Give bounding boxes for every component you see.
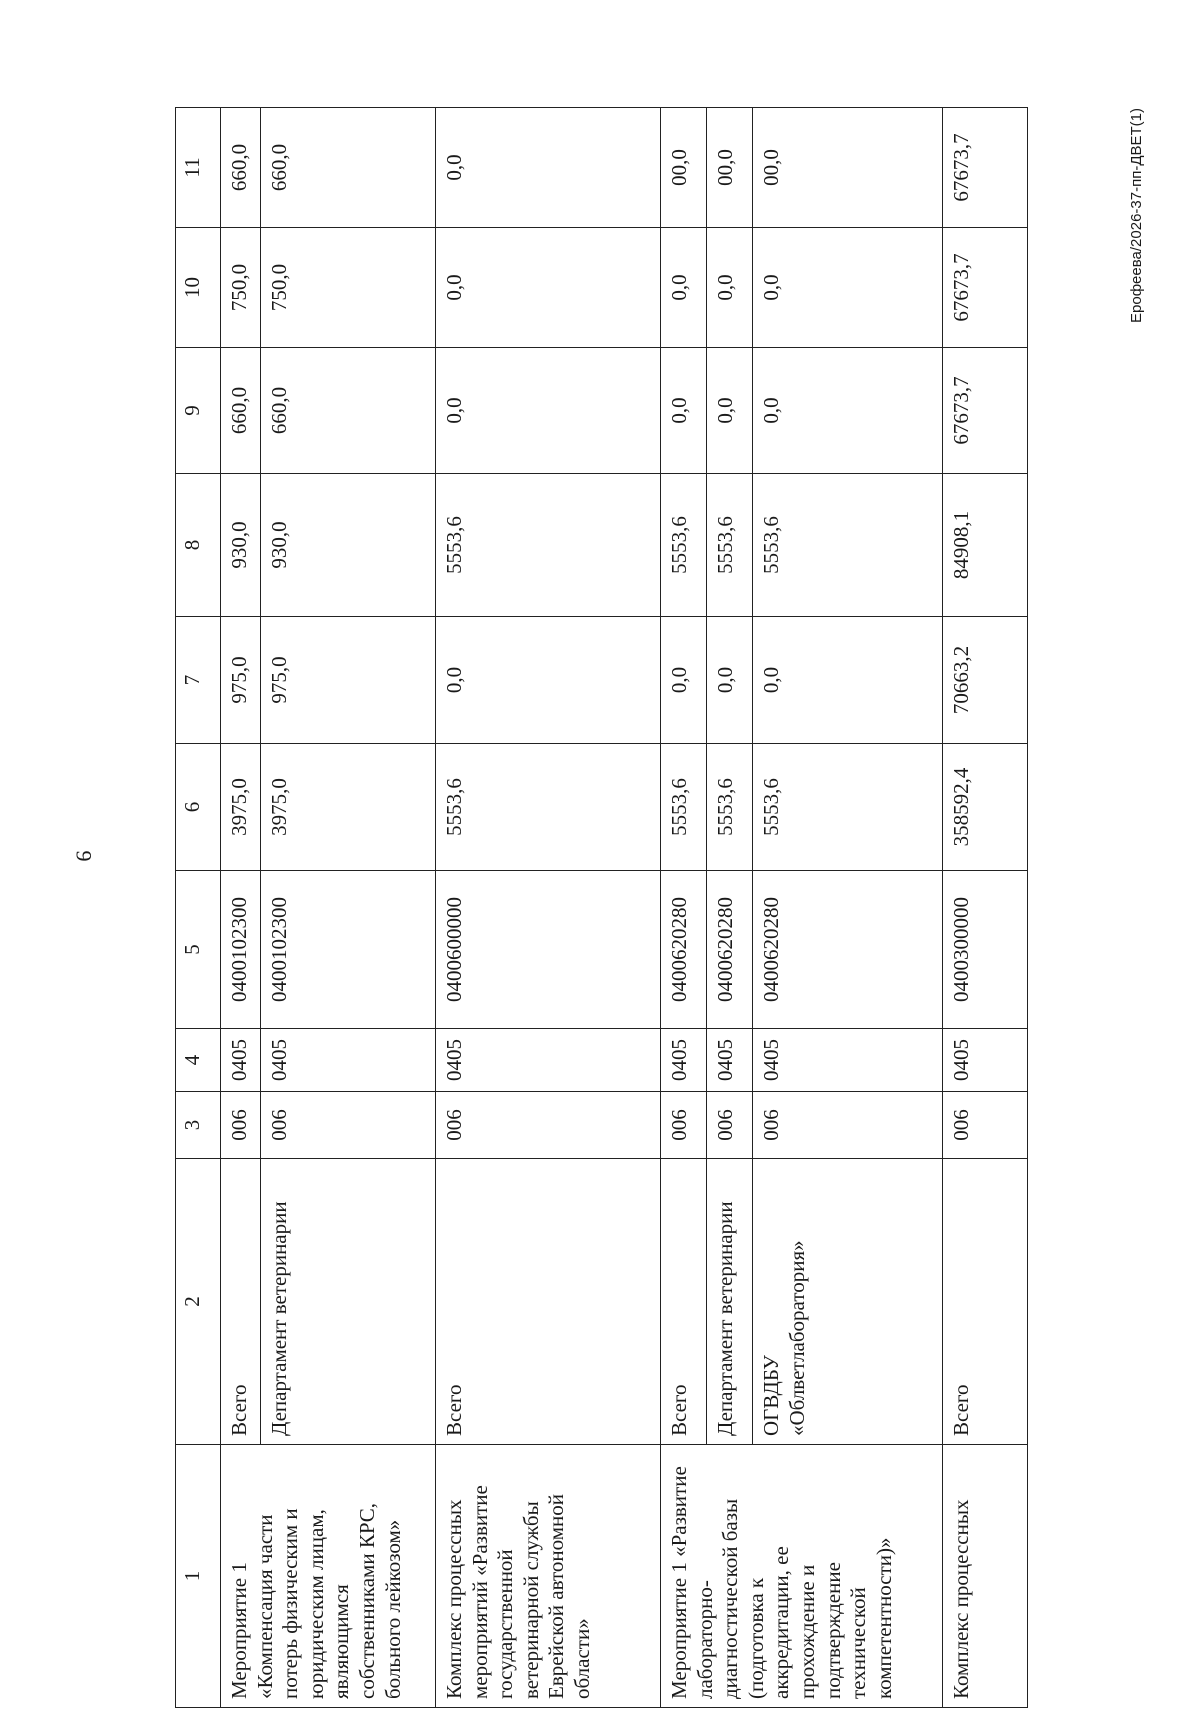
code-cell: 0400620280 (707, 871, 753, 1029)
amount-cell: 0,0 (661, 228, 707, 348)
amount-cell: 5553,6 (707, 744, 753, 871)
executor-cell: ОГВДБУ «Облветлаборатория» (753, 1159, 943, 1445)
code-cell: 006 (707, 1092, 753, 1159)
amount-cell: 5553,6 (436, 744, 661, 871)
column-header: 2 (176, 1159, 221, 1445)
column-header: 8 (176, 474, 221, 617)
code-cell: 006 (943, 1092, 1028, 1159)
amount-cell: 0,0 (707, 348, 753, 474)
amount-cell: 930,0 (261, 474, 436, 617)
amount-cell: 0,0 (436, 108, 661, 228)
amount-cell: 750,0 (261, 228, 436, 348)
column-header: 9 (176, 348, 221, 474)
executor-cell: Департамент ветеринарии (261, 1159, 436, 1445)
code-cell: 0400600000 (436, 871, 661, 1029)
executor-cell: Департамент ветеринарии (707, 1159, 753, 1445)
code-cell: 006 (221, 1092, 261, 1159)
column-header: 10 (176, 228, 221, 348)
executor-cell: Всего (943, 1159, 1028, 1445)
amount-cell: 660,0 (221, 108, 261, 228)
measure-name-cell: Мероприятие 1 «Развитие лабораторно-диагностической базы (подготовка к аккредитации, ее прохождение и подтверждение технической компетентности)» (661, 1445, 943, 1708)
amount-cell: 0,0 (753, 617, 943, 744)
amount-cell: 5553,6 (661, 474, 707, 617)
column-header: 3 (176, 1092, 221, 1159)
amount-cell: 0,0 (753, 228, 943, 348)
amount-cell: 5553,6 (436, 474, 661, 617)
budget-table (175, 107, 1028, 1708)
amount-cell: 67673,7 (943, 228, 1028, 348)
code-cell: 0405 (261, 1029, 436, 1092)
amount-cell: 67673,7 (943, 108, 1028, 228)
code-cell: 0405 (436, 1029, 661, 1092)
amount-cell: 750,0 (221, 228, 261, 348)
code-cell: 0400620280 (753, 871, 943, 1029)
page-number: 9 (71, 850, 97, 862)
executor-cell: Всего (661, 1159, 707, 1445)
amount-cell: 0,0 (436, 228, 661, 348)
code-cell: 0405 (221, 1029, 261, 1092)
amount-cell: 0,0 (436, 348, 661, 474)
amount-cell: 5553,6 (661, 744, 707, 871)
amount-cell: 70663,2 (943, 617, 1028, 744)
amount-cell: 0,0 (661, 348, 707, 474)
column-header: 5 (176, 871, 221, 1029)
column-header: 7 (176, 617, 221, 744)
measure-name-cell: Комплекс процессных (943, 1445, 1028, 1708)
code-cell: 006 (753, 1092, 943, 1159)
amount-cell: 3975,0 (261, 744, 436, 871)
executor-cell: Всего (221, 1159, 261, 1445)
code-cell: 0400102300 (221, 871, 261, 1029)
measure-name-cell: Мероприятие 1 «Компенсация части потерь физическим и юридическим лицам, являющимся собственниками КРС, больного лейкозом» (221, 1445, 436, 1708)
amount-cell: 0,0 (436, 617, 661, 744)
amount-cell: 3975,0 (221, 744, 261, 871)
amount-cell: 660,0 (261, 108, 436, 228)
amount-cell: 84908,1 (943, 474, 1028, 617)
measure-name-cell: Комплекс процессных мероприятий «Развитие государственной ветеринарной службы Еврейской автономной области» (436, 1445, 661, 1708)
amount-cell: 0,0 (707, 617, 753, 744)
code-cell: 0400620280 (661, 871, 707, 1029)
table-row (436, 108, 661, 1708)
amount-cell: 0,0 (707, 228, 753, 348)
amount-cell: 975,0 (221, 617, 261, 744)
amount-cell: 5553,6 (753, 744, 943, 871)
table-row (943, 108, 1028, 1708)
code-cell: 0405 (661, 1029, 707, 1092)
column-header: 1 (176, 1445, 221, 1708)
amount-cell: 00,0 (707, 108, 753, 228)
amount-cell: 358592,4 (943, 744, 1028, 871)
amount-cell: 5553,6 (707, 474, 753, 617)
amount-cell: 0,0 (661, 617, 707, 744)
code-cell: 0405 (707, 1029, 753, 1092)
column-header: 11 (176, 108, 221, 228)
code-cell: 006 (661, 1092, 707, 1159)
code-cell: 0400300000 (943, 871, 1028, 1029)
code-cell: 006 (261, 1092, 436, 1159)
amount-cell: 5553,6 (753, 474, 943, 617)
amount-cell: 930,0 (221, 474, 261, 617)
amount-cell: 00,0 (661, 108, 707, 228)
amount-cell: 660,0 (261, 348, 436, 474)
table-row (661, 108, 707, 1708)
amount-cell: 660,0 (221, 348, 261, 474)
code-cell: 0405 (943, 1029, 1028, 1092)
code-cell: 0405 (753, 1029, 943, 1092)
amount-cell: 0,0 (753, 348, 943, 474)
amount-cell: 975,0 (261, 617, 436, 744)
document-footer: Ерофеева/2026-37-пп-ДВЕТ(1) (1128, 108, 1145, 323)
executor-cell: Всего (436, 1159, 661, 1445)
amount-cell: 67673,7 (943, 348, 1028, 474)
column-header-row (176, 108, 221, 1708)
code-cell: 006 (436, 1092, 661, 1159)
column-header: 6 (176, 744, 221, 871)
code-cell: 0400102300 (261, 871, 436, 1029)
table-row (221, 108, 261, 1708)
amount-cell: 00,0 (753, 108, 943, 228)
rotated-table-wrapper (175, 108, 1130, 1708)
column-header: 4 (176, 1029, 221, 1092)
